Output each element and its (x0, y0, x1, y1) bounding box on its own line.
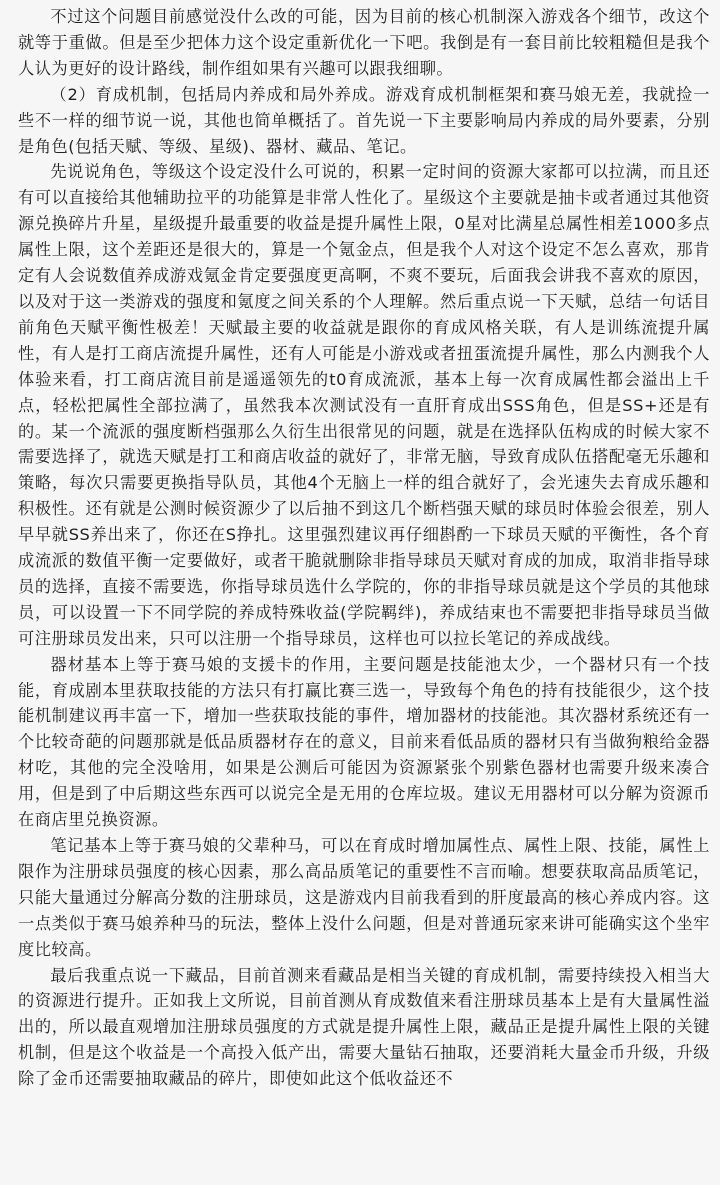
paragraph-growth-mechanism: （2）育成机制，包括局内养成和局外养成。游戏育成机制框架和赛马娘无差，我就捡一些不一样的细节说一说，其他也简单概括了。首先说一下主要影响局内养成的局外要素，分别是角色(包括天赋、等级、星级)、器材、藏品、笔记。 (18, 84, 710, 156)
paragraph-equipment: 器材基本上等于赛马娘的支援卡的作用，主要问题是技能池太少，一个器材只有一个技能，育成剧本里获取技能的方法只有打赢比赛三选一，导致每个角色的持有技能很少，这个技能机制建议再丰富一下，增加一些获取技能的事件，增加器材的技能池。其次器材系统还有一个比较奇葩的问题那就是低品质器材存在的意义，目前来看低品质的器材只有当做狗粮给金器材吃，其他的完全没啥用，如果是公测后可能因为资源紧张个别紫色器材也需要升级来凑合用，但是到了中后期这些东西可以说完全是无用的仓库垃圾。建议无用器材可以分解为资源币在商店里兑换资源。 (18, 654, 710, 830)
paragraph-characters: 先说说角色，等级这个设定没什么可说的，积累一定时间的资源大家都可以拉满，而且还有可以直接给其他辅助拉平的功能算是非常人性化了。星级这个主要就是抽卡或者通过其他资源兑换碎片升星，星级提升最重要的收益是提升属性上限，0星对比满星总属性相差1000多点属性上限，这个差距还是很大的，算是一个氪金点，但是我个人对这个设定不怎么喜欢，那肯定有人会说数值养成游戏氪金肯定要强度更高啊，不爽不要玩，后面我会讲我不喜欢的原因，以及对于这一类游戏的强度和氪度之间关系的个人理解。然后重点说一下天赋，总结一句话目前角色天赋平衡性极差！天赋最主要的收益就是跟你的育成风格关联，有人是训练流提升属性，有人是打工商店流提升属性，还有人可能是小游戏或者扭蛋流提升属性，那么内测我个人体验来看，打工商店流目前是遥遥领先的t0育成流派，基本上每一次育成属性都会溢出上千点，轻松把属性全部拉满了，虽然我本次测试没有一直肝育成出SSS角色，但是SS+还是有的。某一个流派的强度断档强那么久衍生出很常见的问题，就是在选择队伍构成的时候大家不需要选择了，就选天赋是打工和商店收益的就好了，非常无脑，导致育成队伍搭配毫无乐趣和策略，每次只需要更换指导队员，其他4个无脑上一样的组合就好了，会光速失去育成乐趣和积极性。还有就是公测时候资源少了以后抽不到这几个断档强天赋的球员时体验会很差，别人早早就SS养出来了，你还在S挣扎。这里强烈建议再仔细斟酌一下球员天赋的平衡性，各个育成流派的数值平衡一定要做好，或者干脆就删除非指导球员天赋对育成的加成，取消非指导球员的选择，直接不需要选，你指导球员选什么学院的，你的非指导球员就是这个学员的其他球员，可以设置一下不同学院的养成特殊收益(学院羁绊)，养成结束也不需要把非指导球员当做可注册球员发出来，只可以注册一个指导球员，这样也可以拉长笔记的养成战线。 (18, 162, 710, 648)
paragraph-collectibles: 最后我重点说一下藏品，目前首测来看藏品是相当关键的育成机制，需要持续投入相当大的资源进行提升。正如我上文所说，目前首测从育成数值来看注册球员基本上是有大量属性溢出的，所以最直观增加注册球员强度的方式就是提升属性上限，藏品正是提升属性上限的关键机制，但是这个收益是一个高投入低产出，需要大量钻石抽取，还要消耗大量金币升级，升级除了金币还需要抽取藏品的碎片，即使如此这个低收益还不 (18, 965, 710, 1089)
paragraph-notes: 笔记基本上等于赛马娘的父辈种马，可以在育成时增加属性点、属性上限、技能，属性上限作为注册球员强度的核心因素，那么高品质笔记的重要性不言而喻。想要获取高品质笔记，只能大量通过分解高分数的注册球员，这是游戏内目前我看到的肝度最高的核心养成内容。这一点类似于赛马娘养种马的玩法，整体上没什么问题，但是对普通玩家来讲可能确实这个坐牢度比较高。 (18, 836, 710, 959)
paragraph-stamina-wrapup: 不过这个问题目前感觉没什么改的可能，因为目前的核心机制深入游戏各个细节，改这个就等于重做。但是至少把体力这个设定重新优化一下吧。我倒是有一套目前比较粗糙但是我个人认为更好的设计路线，制作组如果有兴趣可以跟我细聊。 (18, 7, 710, 78)
